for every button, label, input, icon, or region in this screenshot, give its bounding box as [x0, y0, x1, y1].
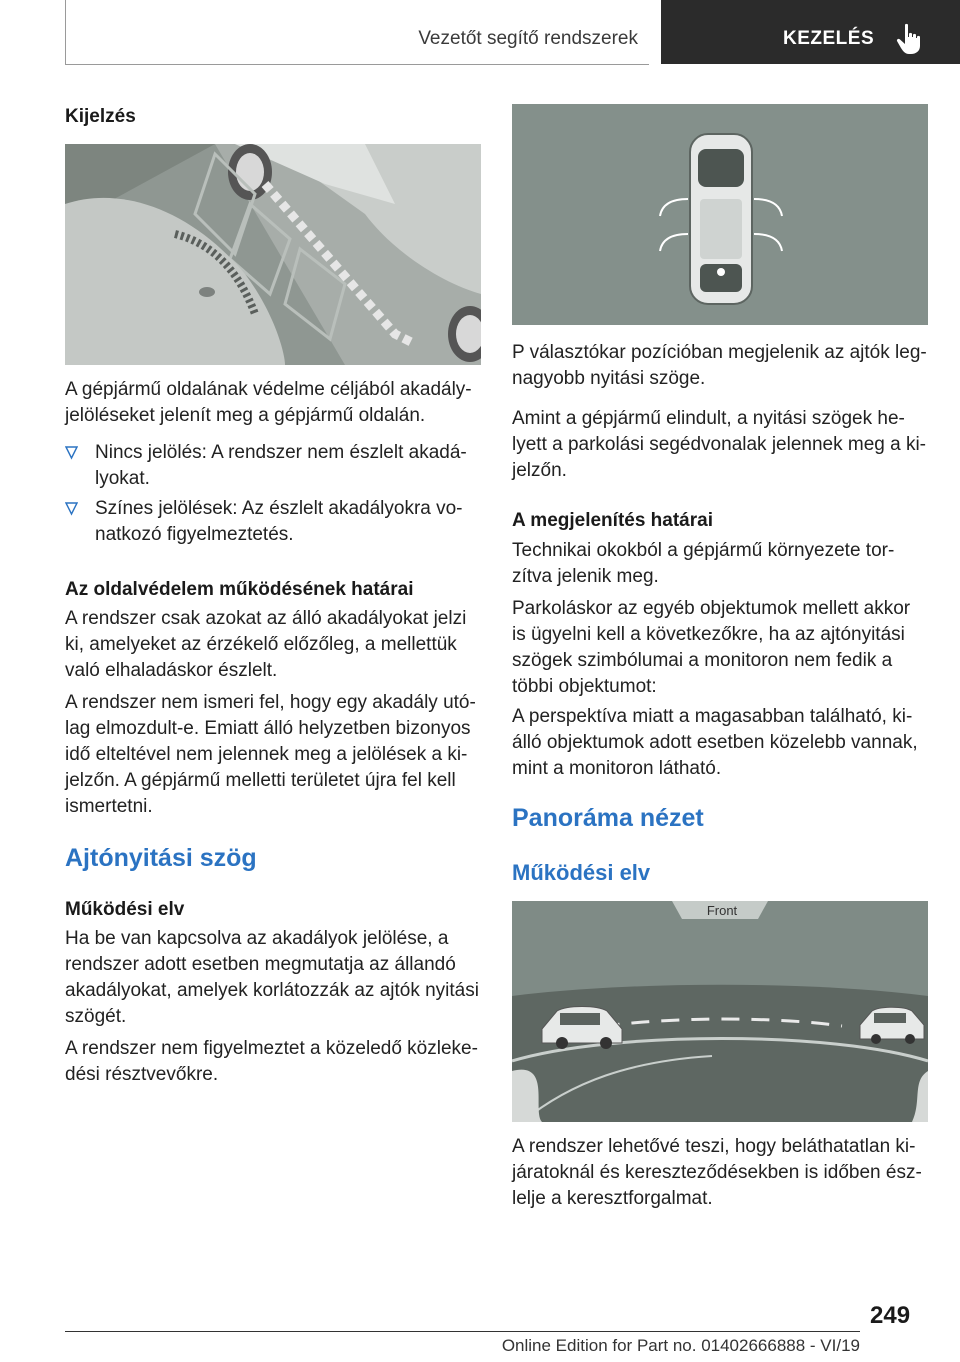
limits-paragraph-2: A rendszer nem ismeri fel, hogy egy akadály utó-lag elmozdult-e. Emiatt álló helyzetben bizonyos idő elteltével nem jelennek meg a jelölések a ki-jelzőn. A gépjármű melletti területet újra fel kell ismertetni.: [65, 692, 476, 817]
door-angle-paragraph-1: Ha be van kapcsolva az akadályok jelölése, a rendszer adott esetben megmutatja az állandó akadályokat, amelyek korlátozzák az ajtók nyitási szögét.: [65, 928, 479, 1027]
panorama-subheading: Működési elv: [512, 860, 651, 885]
door-angle-subheading: Működési elv: [65, 899, 185, 920]
page-number: 249: [870, 1302, 911, 1329]
door-angle-figure: [512, 104, 928, 325]
door-angle-illustration: [512, 104, 928, 325]
panorama-illustration: [512, 901, 928, 1122]
limits-heading: Az oldalvédelem működésének határai: [65, 579, 414, 600]
header-divider-horizontal: [65, 64, 649, 65]
door-angle-paragraph-2: A rendszer nem figyelmeztet a közeledő közleke-dési résztvevőkre.: [65, 1038, 478, 1085]
bullet-text: Nincs jelölés: A rendszer nem észlelt akadá-lyokat.: [95, 442, 467, 489]
side-protection-figure: [65, 144, 481, 365]
hand-pointer-icon: [895, 22, 925, 56]
footer-edition: Online Edition for Part no. 01402666888 - VI/19: [501, 1336, 860, 1355]
display-limits-paragraph-2: Parkoláskor az egyéb objektumok mellett akkor is ügyelni kell a következőkre, ha az ajtónyitási szögek szimbólumai a monitoron nem fedik a többi objektumot:: [512, 598, 911, 697]
bullet-item: [65, 440, 481, 492]
intro-paragraph: A gépjármű oldalának védelme céljából akadály-jelöléseket jelenít meg a gépjármű oldalán.: [65, 379, 472, 426]
footer-divider: [65, 1331, 860, 1332]
display-heading: Kijelzés: [65, 106, 136, 127]
panorama-front-label: Front: [706, 903, 738, 918]
door-caption: P választókar pozícióban megjelenik az ajtók leg-nagyobb nyitási szöge.: [512, 342, 927, 389]
limits-paragraph-1: A rendszer csak azokat az álló akadályokat jelzi ki, amelyeket az érzékelő előzőleg, a mellettük való elhaladáskor észlelt.: [65, 608, 467, 681]
bullet-text: Színes jelölések: Az észlelt akadályokra vo-natkozó figyelmeztetés.: [95, 498, 463, 545]
triangle-bullet-icon: [65, 446, 78, 460]
side-protection-illustration: [65, 144, 481, 365]
door-moving-paragraph: Amint a gépjármű elindult, a nyitási szögek he-lyett a parkolási segédvonalak jelennek meg a ki-jelzőn.: [512, 408, 927, 481]
display-limits-paragraph-3: A perspektíva miatt a magasabban található, ki-álló objektumok adott esetben közelebb vannak, mint a monitoron látható.: [512, 706, 918, 779]
bullet-item: [65, 496, 481, 548]
display-limits-paragraph-1: Technikai okokból a gépjármű környezete tor-zítva jelenik meg.: [512, 540, 895, 587]
panorama-figure: [512, 901, 928, 1122]
display-limits-heading: A megjelenítés határai: [512, 510, 713, 531]
triangle-bullet-icon: [65, 502, 78, 516]
panorama-paragraph: A rendszer lehetővé teszi, hogy beláthatatlan ki-járatoknál és kereszteződésekben is időben ész-lelje a keresztforgalmat.: [512, 1136, 922, 1209]
door-angle-heading: Ajtónyitási szög: [65, 844, 257, 872]
header-section-title: Vezetőt segítő rendszerek: [418, 28, 638, 49]
header-tab-label: KEZELÉS: [783, 28, 875, 49]
panorama-heading: Panoráma nézet: [512, 804, 704, 832]
